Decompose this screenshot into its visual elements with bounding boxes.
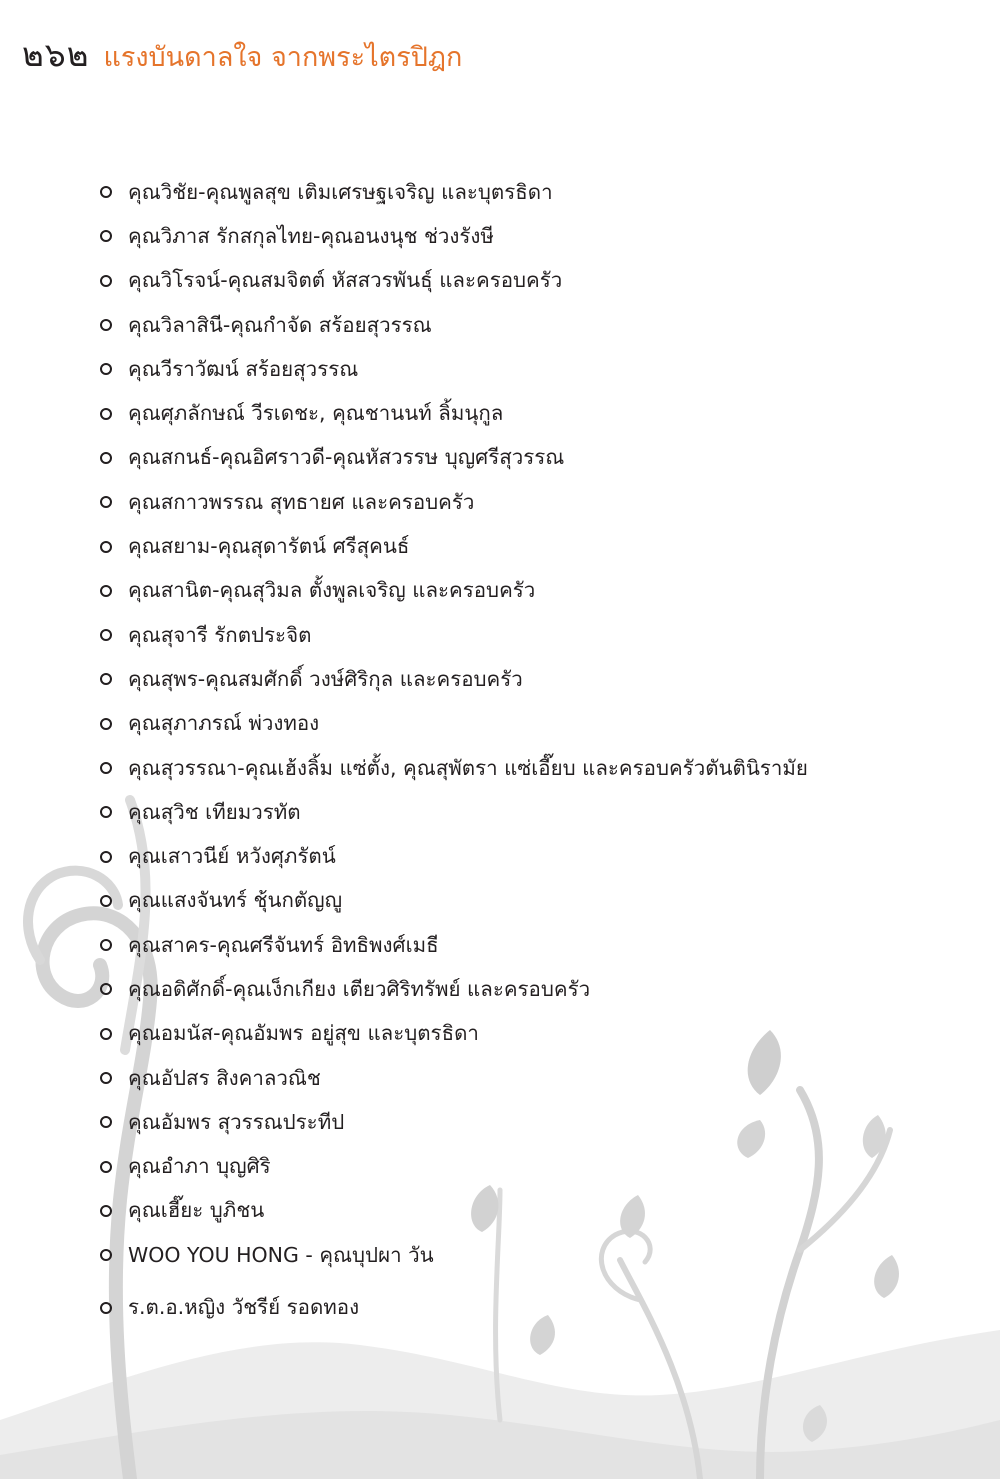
list-item xyxy=(100,967,808,1011)
bullet-circle-icon xyxy=(100,983,112,995)
bullet-circle-icon xyxy=(100,186,112,198)
donor-name: คุณอัปสร สิงคาลวณิช xyxy=(128,1065,321,1090)
donor-name: คุณอมนัส-คุณอัมพร อยู่สุข และบุตรธิดา xyxy=(128,1021,479,1046)
bullet-circle-icon xyxy=(100,1072,112,1084)
donor-name: คุณสุพร-คุณสมศักดิ์ วงษ์ศิริกุล และครอบครัว xyxy=(128,666,523,691)
list-item xyxy=(100,790,808,834)
bullet-circle-icon xyxy=(100,895,112,907)
bullet-circle-icon xyxy=(100,452,112,464)
list-item xyxy=(100,214,808,258)
bullet-circle-icon xyxy=(100,1302,112,1314)
donor-name: คุณสุวรรณา-คุณเฮ้งลิ้ม แซ่ตั้ง, คุณสุพัตรา แซ่เอี๊ยบ และครอบครัวตันตินิรามัย xyxy=(128,755,808,780)
donor-name: คุณวิชัย-คุณพูลสุข เติมเศรษฐเจริญ และบุตรธิดา xyxy=(128,179,553,204)
list-item xyxy=(100,702,808,746)
list-item xyxy=(100,391,808,435)
donor-name: คุณสกนธ์-คุณอิศราวดี-คุณหัสวรรษ บุญศรีสุวรรณ xyxy=(128,445,565,470)
bullet-circle-icon xyxy=(100,1116,112,1128)
donor-name: คุณสุวิช เทียมวรทัต xyxy=(128,799,301,824)
list-item xyxy=(100,657,808,701)
donor-name: คุณแสงจันทร์ ชุ้นกตัญญู xyxy=(128,888,343,913)
donor-list xyxy=(100,170,808,1330)
donor-name: คุณวิภาส รักสกุลไทย-คุณอนงนุช ช่วงรังษี xyxy=(128,223,494,248)
list-item xyxy=(100,923,808,967)
donor-name: คุณสาคร-คุณศรีจันทร์ อิทธิพงศ์เมธี xyxy=(128,932,439,957)
donor-name: WOO YOU HONG - คุณบุปผา วัน xyxy=(128,1242,434,1267)
list-item xyxy=(100,1145,808,1189)
list-item xyxy=(100,1285,808,1329)
donor-name: คุณเฮี๊ยะ บูภิชน xyxy=(128,1198,265,1223)
list-item xyxy=(100,613,808,657)
bullet-circle-icon xyxy=(100,1249,112,1261)
bullet-circle-icon xyxy=(100,541,112,553)
list-item xyxy=(100,436,808,480)
donor-name: คุณสานิต-คุณสุวิมล ตั้งพูลเจริญ และครอบครัว xyxy=(128,578,536,603)
bullet-circle-icon xyxy=(100,1161,112,1173)
list-item xyxy=(100,1012,808,1056)
bullet-circle-icon xyxy=(100,496,112,508)
donor-name: คุณวิโรจน์-คุณสมจิตต์ หัสสวรพันธุ์ และครอบครัว xyxy=(128,268,563,293)
list-item xyxy=(100,1233,808,1277)
bullet-circle-icon xyxy=(100,1028,112,1040)
bullet-circle-icon xyxy=(100,408,112,420)
donor-name: คุณเสาวนีย์ หวังศุภรัตน์ xyxy=(128,844,336,869)
page-header xyxy=(22,28,462,78)
list-item xyxy=(100,480,808,524)
bullet-circle-icon xyxy=(100,275,112,287)
list-item xyxy=(100,879,808,923)
bullet-circle-icon xyxy=(100,230,112,242)
list-item xyxy=(100,303,808,347)
donor-name: คุณสยาม-คุณสุดารัตน์ ศรีสุคนธ์ xyxy=(128,534,410,559)
page-number: ๒๖๒ xyxy=(22,35,90,74)
list-item xyxy=(100,1189,808,1233)
list-item xyxy=(100,1056,808,1100)
donor-name: คุณอดิศักดิ์-คุณเง็กเกียง เตียวศิริทรัพย์ และครอบครัว xyxy=(128,976,591,1001)
bullet-circle-icon xyxy=(100,585,112,597)
list-item xyxy=(100,170,808,214)
bullet-circle-icon xyxy=(100,762,112,774)
donor-name: คุณวิลาสินี-คุณกำจัด สร้อยสุวรรณ xyxy=(128,312,432,337)
list-item xyxy=(100,347,808,391)
donor-name: คุณอัมพร สุวรรณประทีป xyxy=(128,1109,345,1134)
donor-name: คุณอำภา บุญศิริ xyxy=(128,1154,271,1179)
donor-name: คุณสกาวพรรณ สุทธายศ และครอบครัว xyxy=(128,489,475,514)
book-title: แรงบันดาลใจ จากพระไตรปิฎก xyxy=(103,42,463,73)
donor-name: คุณสุจารี รักตประจิต xyxy=(128,622,312,647)
list-item xyxy=(100,834,808,878)
bullet-circle-icon xyxy=(100,851,112,863)
leaf xyxy=(874,1255,899,1298)
bullet-circle-icon xyxy=(100,1205,112,1217)
bullet-circle-icon xyxy=(100,319,112,331)
donor-name: ร.ต.อ.หญิง วัชรีย์ รอดทอง xyxy=(128,1295,360,1320)
bullet-circle-icon xyxy=(100,673,112,685)
bullet-circle-icon xyxy=(100,718,112,730)
list-item xyxy=(100,746,808,790)
donor-name: คุณศุภลักษณ์ วีรเดชะ, คุณชานนท์ ลิ้มนุกูล xyxy=(128,401,504,426)
donor-name: คุณวีราวัฒน์ สร้อยสุวรรณ xyxy=(128,356,359,381)
list-item xyxy=(100,569,808,613)
donor-name: คุณสุภาภรณ์ พ่วงทอง xyxy=(128,711,320,736)
list-item xyxy=(100,1100,808,1144)
bullet-circle-icon xyxy=(100,939,112,951)
list-item xyxy=(100,259,808,303)
bullet-circle-icon xyxy=(100,806,112,818)
bullet-circle-icon xyxy=(100,363,112,375)
bullet-circle-icon xyxy=(100,629,112,641)
list-item xyxy=(100,524,808,568)
